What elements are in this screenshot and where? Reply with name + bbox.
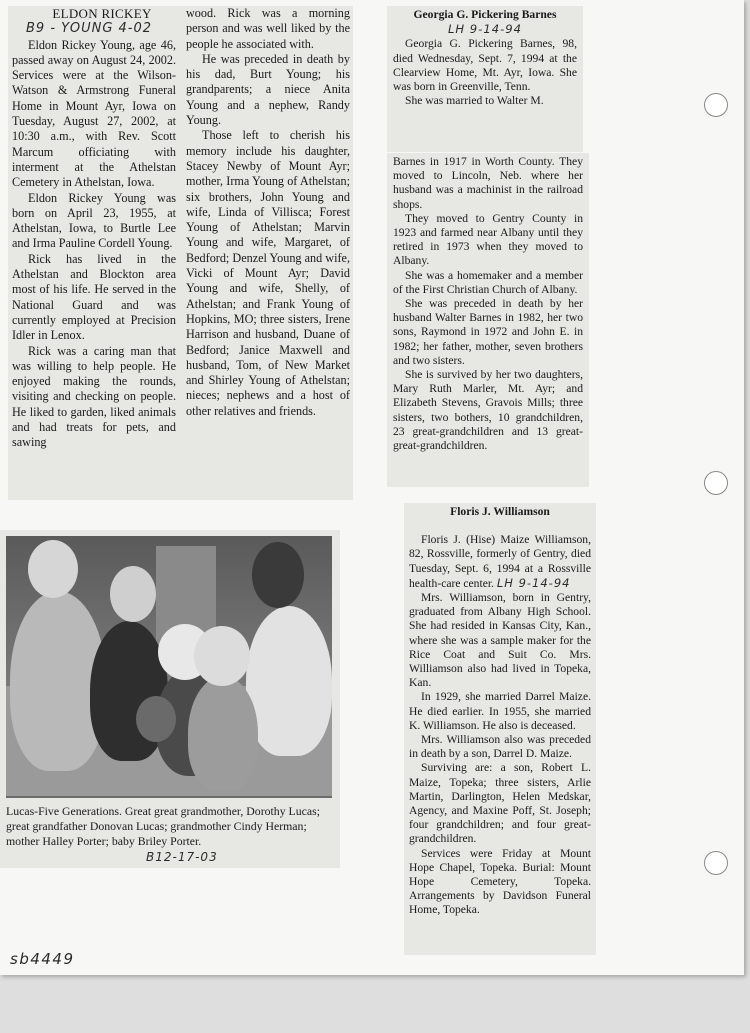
eldon-paragraph: Those left to cherish his memory include his daughter, Stacey Newby of Mount Ayr; mother, Irma Young of Athelstan; six brothers, John Young and wife, Linda of Villisca; Forest Young of Athelstan; Marvin Young and wife, Margaret, of Bedford; Denzel Young and wife, Vicki of Mount Ayr; David Young and wife, Shelly, of Athelstan; and Frank Young of Hopkins, MO; three sisters, Irene Harrison and husband, Duane of Bedford; Janice Maxwell and husband, Tom, of New Market and Shirley Young of Athelstan; nieces; nephews and a host of other relatives and friends. [186, 128, 350, 418]
floris-lead-text: Floris J. (Hise) Maize Williamson, 82, Rossville, formerly of Gentry, died Tuesday, Sept. 6, 1994 at a Rossville health-care center. [409, 533, 591, 590]
eldon-paragraph: Rick has lived in the Athelstan and Blockton area most of his life. He served in the National Guard and was currently employed at Precision Idler in Lenox. [12, 251, 176, 343]
five-generations-photo-clipping [0, 530, 340, 868]
eldon-handwritten-note: B9 - YOUNG 4-02 [26, 21, 153, 37]
georgia-barnes-obituary-clipping-bottom [387, 153, 589, 487]
floris-column [409, 505, 591, 918]
eldon-paragraph: Eldon Rickey Young, age 46, passed away on August 24, 2002. Services were at the Wilson-Watson & Armstrong Funeral Home in Mount Ayr, Iowa on Tuesday, August 27, 2002, at 10:30 a.m., with Rev. Scott Marcum officiating with interment at the Athelstan Cemetery in Athelstan, Iowa. [12, 37, 176, 190]
scrapbook-id-handwritten: sb4449 [10, 950, 75, 968]
georgia-column-top [393, 8, 577, 108]
floris-lead-paragraph [409, 533, 591, 591]
floris-paragraph: Mrs. Williamson, born in Gentry, graduated from Albany High School. She had resided in Kansas City, Kan., where she was a sample maker for the Rice Coat and Suit Co. Mrs. Williamson also had lived in Topeka, Kan. [409, 591, 591, 690]
floris-paragraph: Mrs. Williamson also was preceded in death by a son, Darrel D. Maize. [409, 733, 591, 761]
floris-handwritten-note: LH 9-14-94 [496, 575, 571, 590]
eldon-young-obituary-clipping [8, 6, 353, 500]
georgia-paragraph: She was preceded in death by her husband Walter Barnes in 1982, her two sons, Raymond in 1972 and John E. in 1982; her father, mother, seven brothers and two sisters. [393, 297, 583, 367]
binder-hole-top [704, 93, 728, 117]
floris-paragraph: Services were Friday at Mount Hope Chapel, Topeka. Burial: Mount Hope Cemetery, Topeka. Arrangements by Davidson Funeral Home, Topeka. [409, 846, 591, 917]
eldon-paragraph: Rick was a caring man that was willing to help people. He enjoyed making the rounds, visiting and checking on people. He liked to garden, liked animals and had treats for pets, and sawing [12, 343, 176, 450]
binder-hole-bottom [704, 851, 728, 875]
person-baby [188, 676, 258, 791]
georgia-handwritten-note: LH 9-14-94 [447, 22, 523, 37]
stuffed-toy [136, 696, 176, 742]
head-mother [252, 542, 304, 608]
georgia-barnes-obituary-clipping-top [387, 6, 583, 152]
georgia-paragraph: Georgia G. Pickering Barnes, 98, died Wednesday, Sept. 7, 1994 at the Clearview Home, Mt. Ayr, Iowa. She was born in Greenville, Tenn. [393, 37, 577, 94]
georgia-paragraph: Barnes in 1917 in Worth County. They moved to Lincoln, Neb. where her husband was a machinist in the railroad shops. [393, 155, 583, 211]
photo-handwritten-note: B12-17-03 [146, 850, 218, 864]
head-baby [194, 626, 250, 686]
floris-williamson-obituary-clipping [404, 503, 596, 955]
georgia-column-bottom [393, 155, 583, 453]
eldon-headline: ELDON RICKEY [52, 6, 152, 21]
eldon-column-1 [12, 6, 176, 451]
floris-paragraph: Surviving are: a son, Robert L. Maize, Topeka; three sisters, Arlie Martin, Darlington, Helen Medskar, Agency, and Maxine Poff, St. Joseph; four grandchildren; and four great-grandchildren. [409, 761, 591, 846]
eldon-paragraph: wood. Rick was a morning person and was well liked by the people he associated with. [186, 6, 350, 51]
person-mother [246, 606, 332, 756]
georgia-headline: Georgia G. Pickering Barnes [413, 8, 557, 21]
photo-caption: Lucas-Five Generations. Great great grandmother, Dorothy Lucas; great grandfather Donovan Lucas; grandmother Cindy Herman; mother Halley Porter; baby Briley Porter. [6, 804, 320, 848]
floris-paragraph: In 1929, she married Darrel Maize. He died earlier. In 1955, she married K. Williamson. He also is deceased. [409, 690, 591, 732]
floris-headline: Floris J. Williamson [450, 505, 550, 518]
georgia-paragraph: She is survived by her two daughters, Mary Ruth Marler, Mt. Ayr; and Elizabeth Stevens, Gravois Mills; three sisters, two bothers, 10 grandchildren, 23 great-grandchildren and 13 great-great-grandchildren. [393, 368, 583, 453]
eldon-paragraph: Eldon Rickey Young was born on April 23, 1955, at Athelstan, Iowa, to Burtle Lee and Irma Pauline Cordell Young. [12, 190, 176, 251]
binder-hole-middle [704, 471, 728, 495]
eldon-column-2 [186, 6, 350, 419]
family-photo [6, 536, 332, 798]
georgia-paragraph: She was a homemaker and a member of the First Christian Church of Albany. [393, 268, 583, 296]
georgia-paragraph: She was married to Walter M. [405, 94, 544, 108]
eldon-paragraph: He was preceded in death by his dad, Burt Young; his grandparents; a niece Anita Young and a nephew, Randy Young. [186, 51, 350, 128]
head-grandfather [28, 540, 78, 598]
georgia-paragraph: They moved to Gentry County in 1923 and farmed near Albany until they retired in 1973 when they moved to Albany. [393, 211, 583, 268]
head-grandmother [110, 566, 156, 622]
